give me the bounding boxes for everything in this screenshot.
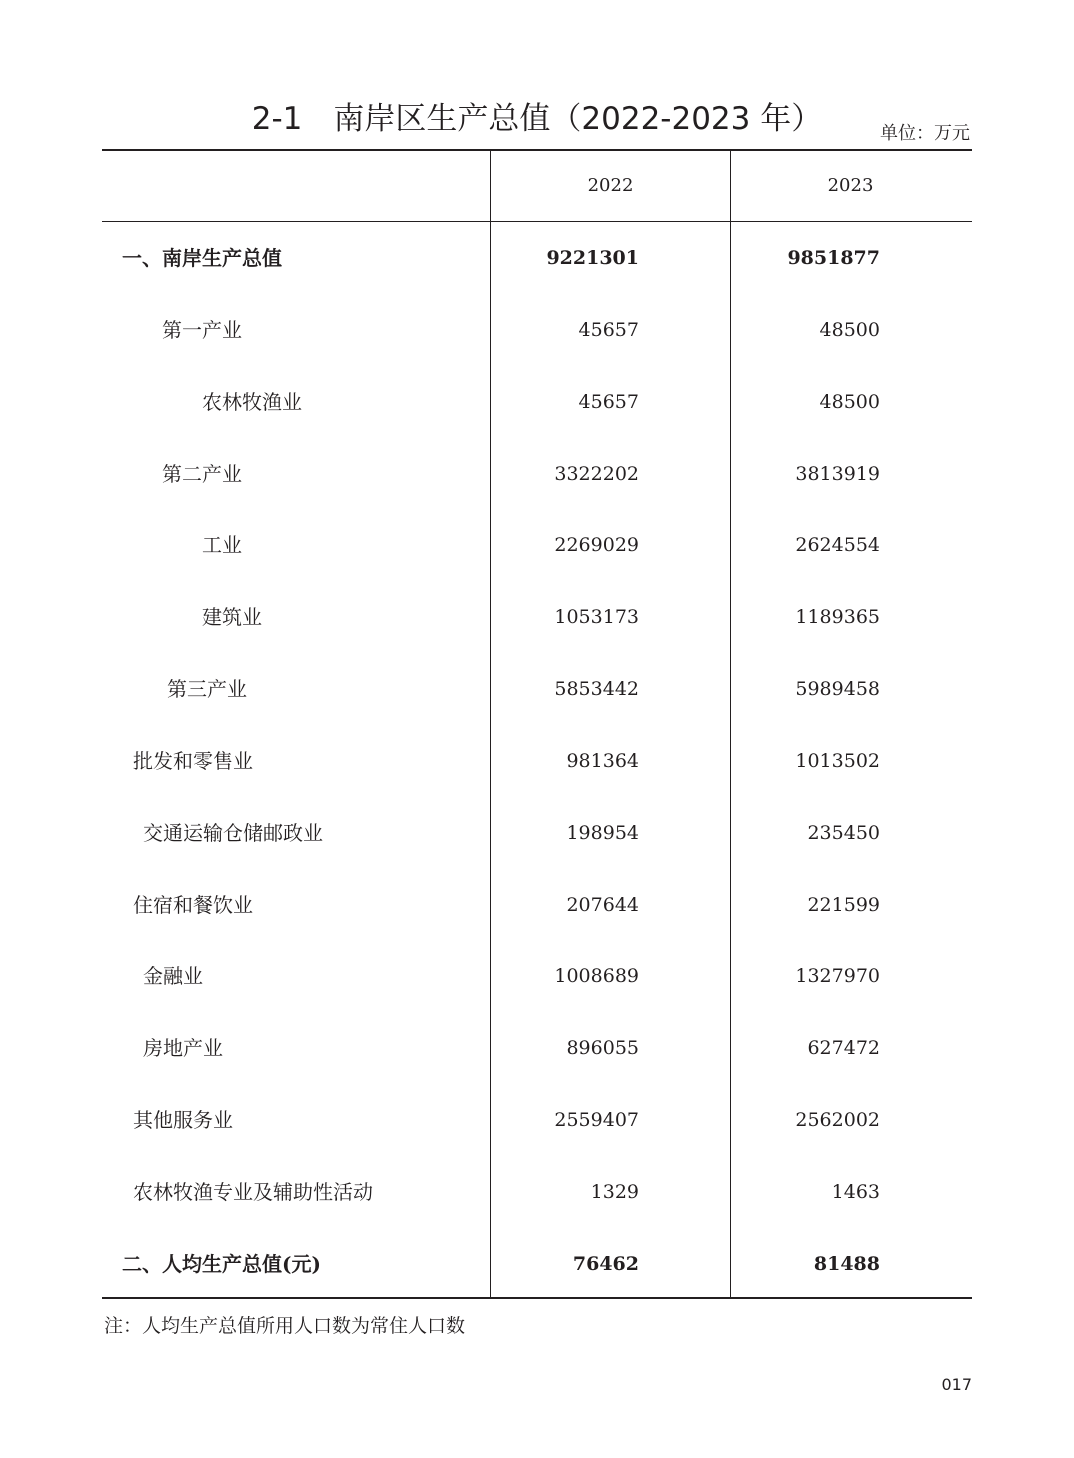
cell-2023: 1463: [831, 1180, 880, 1203]
row-label: 住宿和餐饮业: [133, 892, 253, 917]
cell-2022: 1329: [590, 1180, 639, 1203]
cell-2023: 1189365: [795, 606, 880, 629]
table-row: [102, 366, 972, 438]
cell-2023: 627472: [807, 1037, 880, 1060]
table-row: [102, 294, 972, 366]
row-label: 交通运输仓储邮政业: [143, 820, 323, 845]
table-row: [102, 653, 972, 725]
cell-2022: 1008689: [554, 965, 639, 988]
row-label: 第三产业: [167, 677, 247, 702]
cell-2022: 896055: [566, 1037, 639, 1060]
cell-2023: 1327970: [795, 965, 880, 988]
table-row: [102, 797, 972, 869]
row-label: 一、南岸生产总值: [122, 246, 282, 270]
table-row: [102, 1084, 972, 1156]
table-row: [102, 1012, 972, 1084]
column-header-2022: 2022: [587, 175, 634, 196]
cell-2022: 76462: [572, 1252, 639, 1275]
row-label: 金融业: [143, 964, 203, 989]
gdp-table: [102, 149, 972, 1299]
row-label: 房地产业: [143, 1036, 223, 1061]
cell-2023: 2624554: [795, 534, 880, 557]
cell-2023: 1013502: [795, 749, 880, 772]
cell-2022: 2269029: [554, 534, 639, 557]
cell-2022: 45657: [578, 390, 639, 413]
cell-2022: 1053173: [554, 606, 639, 629]
row-label: 农林牧渔业: [202, 389, 302, 414]
table-row: [102, 1156, 972, 1228]
table-body: [102, 222, 972, 1300]
cell-2022: 207644: [566, 893, 639, 916]
table-row: [102, 438, 972, 510]
unit-label: 单位：万元: [880, 123, 970, 144]
row-label: 农林牧渔专业及辅助性活动: [133, 1179, 373, 1204]
cell-2023: 9851877: [787, 247, 880, 269]
table-row: [102, 869, 972, 941]
row-label: 第一产业: [162, 317, 242, 342]
cell-2023: 3813919: [795, 462, 880, 485]
cell-2022: 45657: [578, 318, 639, 341]
table-row: [102, 222, 972, 294]
table-row: [102, 940, 972, 1012]
cell-2022: 5853442: [554, 678, 639, 701]
table-row: [102, 581, 972, 653]
cell-2022: 9221301: [546, 247, 639, 269]
row-label: 建筑业: [202, 605, 262, 630]
cell-2022: 981364: [566, 749, 639, 772]
footnote: 注：人均生产总值所用人口数为常住人口数: [104, 1315, 466, 1337]
cell-2023: 2562002: [795, 1109, 880, 1132]
cell-2023: 221599: [807, 893, 880, 916]
cell-2023: 5989458: [795, 678, 880, 701]
table-row: [102, 509, 972, 581]
table-row: [102, 725, 972, 797]
cell-2023: 48500: [819, 318, 880, 341]
column-header-2023: 2023: [827, 175, 874, 196]
row-label: 其他服务业: [133, 1108, 233, 1133]
cell-2023: 235450: [807, 821, 880, 844]
cell-2022: 3322202: [554, 462, 639, 485]
cell-2022: 2559407: [554, 1109, 639, 1132]
table-row: [102, 1228, 972, 1300]
row-label: 批发和零售业: [133, 748, 253, 773]
row-label: 工业: [202, 533, 242, 558]
cell-2023: 48500: [819, 390, 880, 413]
page-number: 017: [941, 1375, 972, 1394]
table-title: 2-1 南岸区生产总值（2022-2023 年）: [251, 101, 823, 137]
cell-2023: 81488: [813, 1252, 880, 1275]
row-label: 二、人均生产总值(元): [122, 1251, 321, 1276]
cell-2022: 198954: [566, 821, 639, 844]
row-label: 第二产业: [162, 461, 242, 486]
